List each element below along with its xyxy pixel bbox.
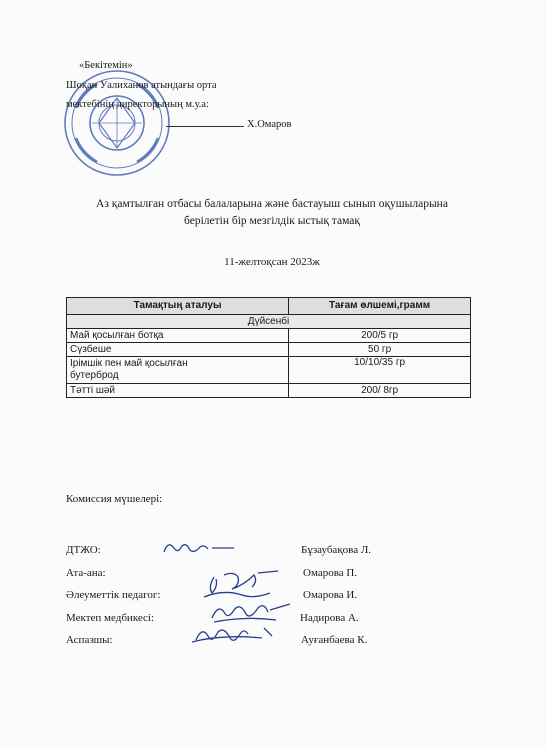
commission-member xyxy=(66,544,486,564)
member-role: Әлеуметтік педагог: xyxy=(66,589,161,601)
dish-portion: 200/5 гр xyxy=(289,329,471,343)
member-name: Бұзаубақова Л. xyxy=(301,544,372,556)
member-role: Ата-ана: xyxy=(66,567,106,579)
commission-title: Комиссия мүшелері: xyxy=(66,493,163,505)
approval-signatory xyxy=(66,115,291,135)
dish-name: Май қосылған ботқа xyxy=(67,329,289,343)
document-date: 11-желтоқсан 2023ж xyxy=(224,256,320,268)
dish-name-line-2: бутерброд xyxy=(70,370,119,381)
day-label: Дүйсенбі xyxy=(67,315,471,329)
member-name: Омарова И. xyxy=(303,589,358,601)
table-row xyxy=(67,357,471,384)
table-header-row xyxy=(67,298,471,315)
member-name: Надирова А. xyxy=(300,612,359,624)
dish-portion: 200/ 8гр xyxy=(289,384,471,398)
table-row xyxy=(67,315,471,329)
dish-name xyxy=(67,357,289,384)
director-name: Х.Омаров xyxy=(247,118,292,130)
title-line-2: берілетін бір мезгілдік ыстық тамақ xyxy=(184,215,360,227)
member-name: Омарова П. xyxy=(303,567,358,579)
signature-icon xyxy=(160,538,240,560)
table-row xyxy=(67,343,471,357)
dish-portion: 50 гр xyxy=(289,343,471,357)
member-name: Ауғанбаева К. xyxy=(301,634,368,646)
signature-icon xyxy=(186,622,276,652)
header-portion: Тағам өлшемі,грамм xyxy=(289,298,471,315)
dish-name-line-1: Ірімшік пен май қосылған xyxy=(70,358,188,369)
table-row xyxy=(67,384,471,398)
title-line-1: Аз қамтылған отбасы балаларына және бастауыш сынып оқушыларына xyxy=(96,198,448,210)
header-dish-name: Тамақтың аталуы xyxy=(67,298,289,315)
dish-portion: 10/10/35 гр xyxy=(289,357,471,384)
member-role: ДТЖО: xyxy=(66,544,101,556)
approval-position: мектебінің директорының м.у.а: xyxy=(66,99,209,110)
dish-name: Сүзбеше xyxy=(67,343,289,357)
table-row xyxy=(67,329,471,343)
commission-member xyxy=(66,634,486,654)
approval-block xyxy=(66,56,291,134)
approval-heading: «Бекітемін» xyxy=(79,60,133,71)
document-title xyxy=(60,196,484,230)
approval-school: Шоқан Уалиханов атындағы орта xyxy=(66,79,217,91)
member-role: Мектеп медбикесі: xyxy=(66,612,155,624)
member-role: Аспазшы: xyxy=(66,634,113,646)
dish-name: Тәтті шәй xyxy=(67,384,289,398)
menu-table xyxy=(66,297,471,398)
commission-member xyxy=(66,612,486,632)
